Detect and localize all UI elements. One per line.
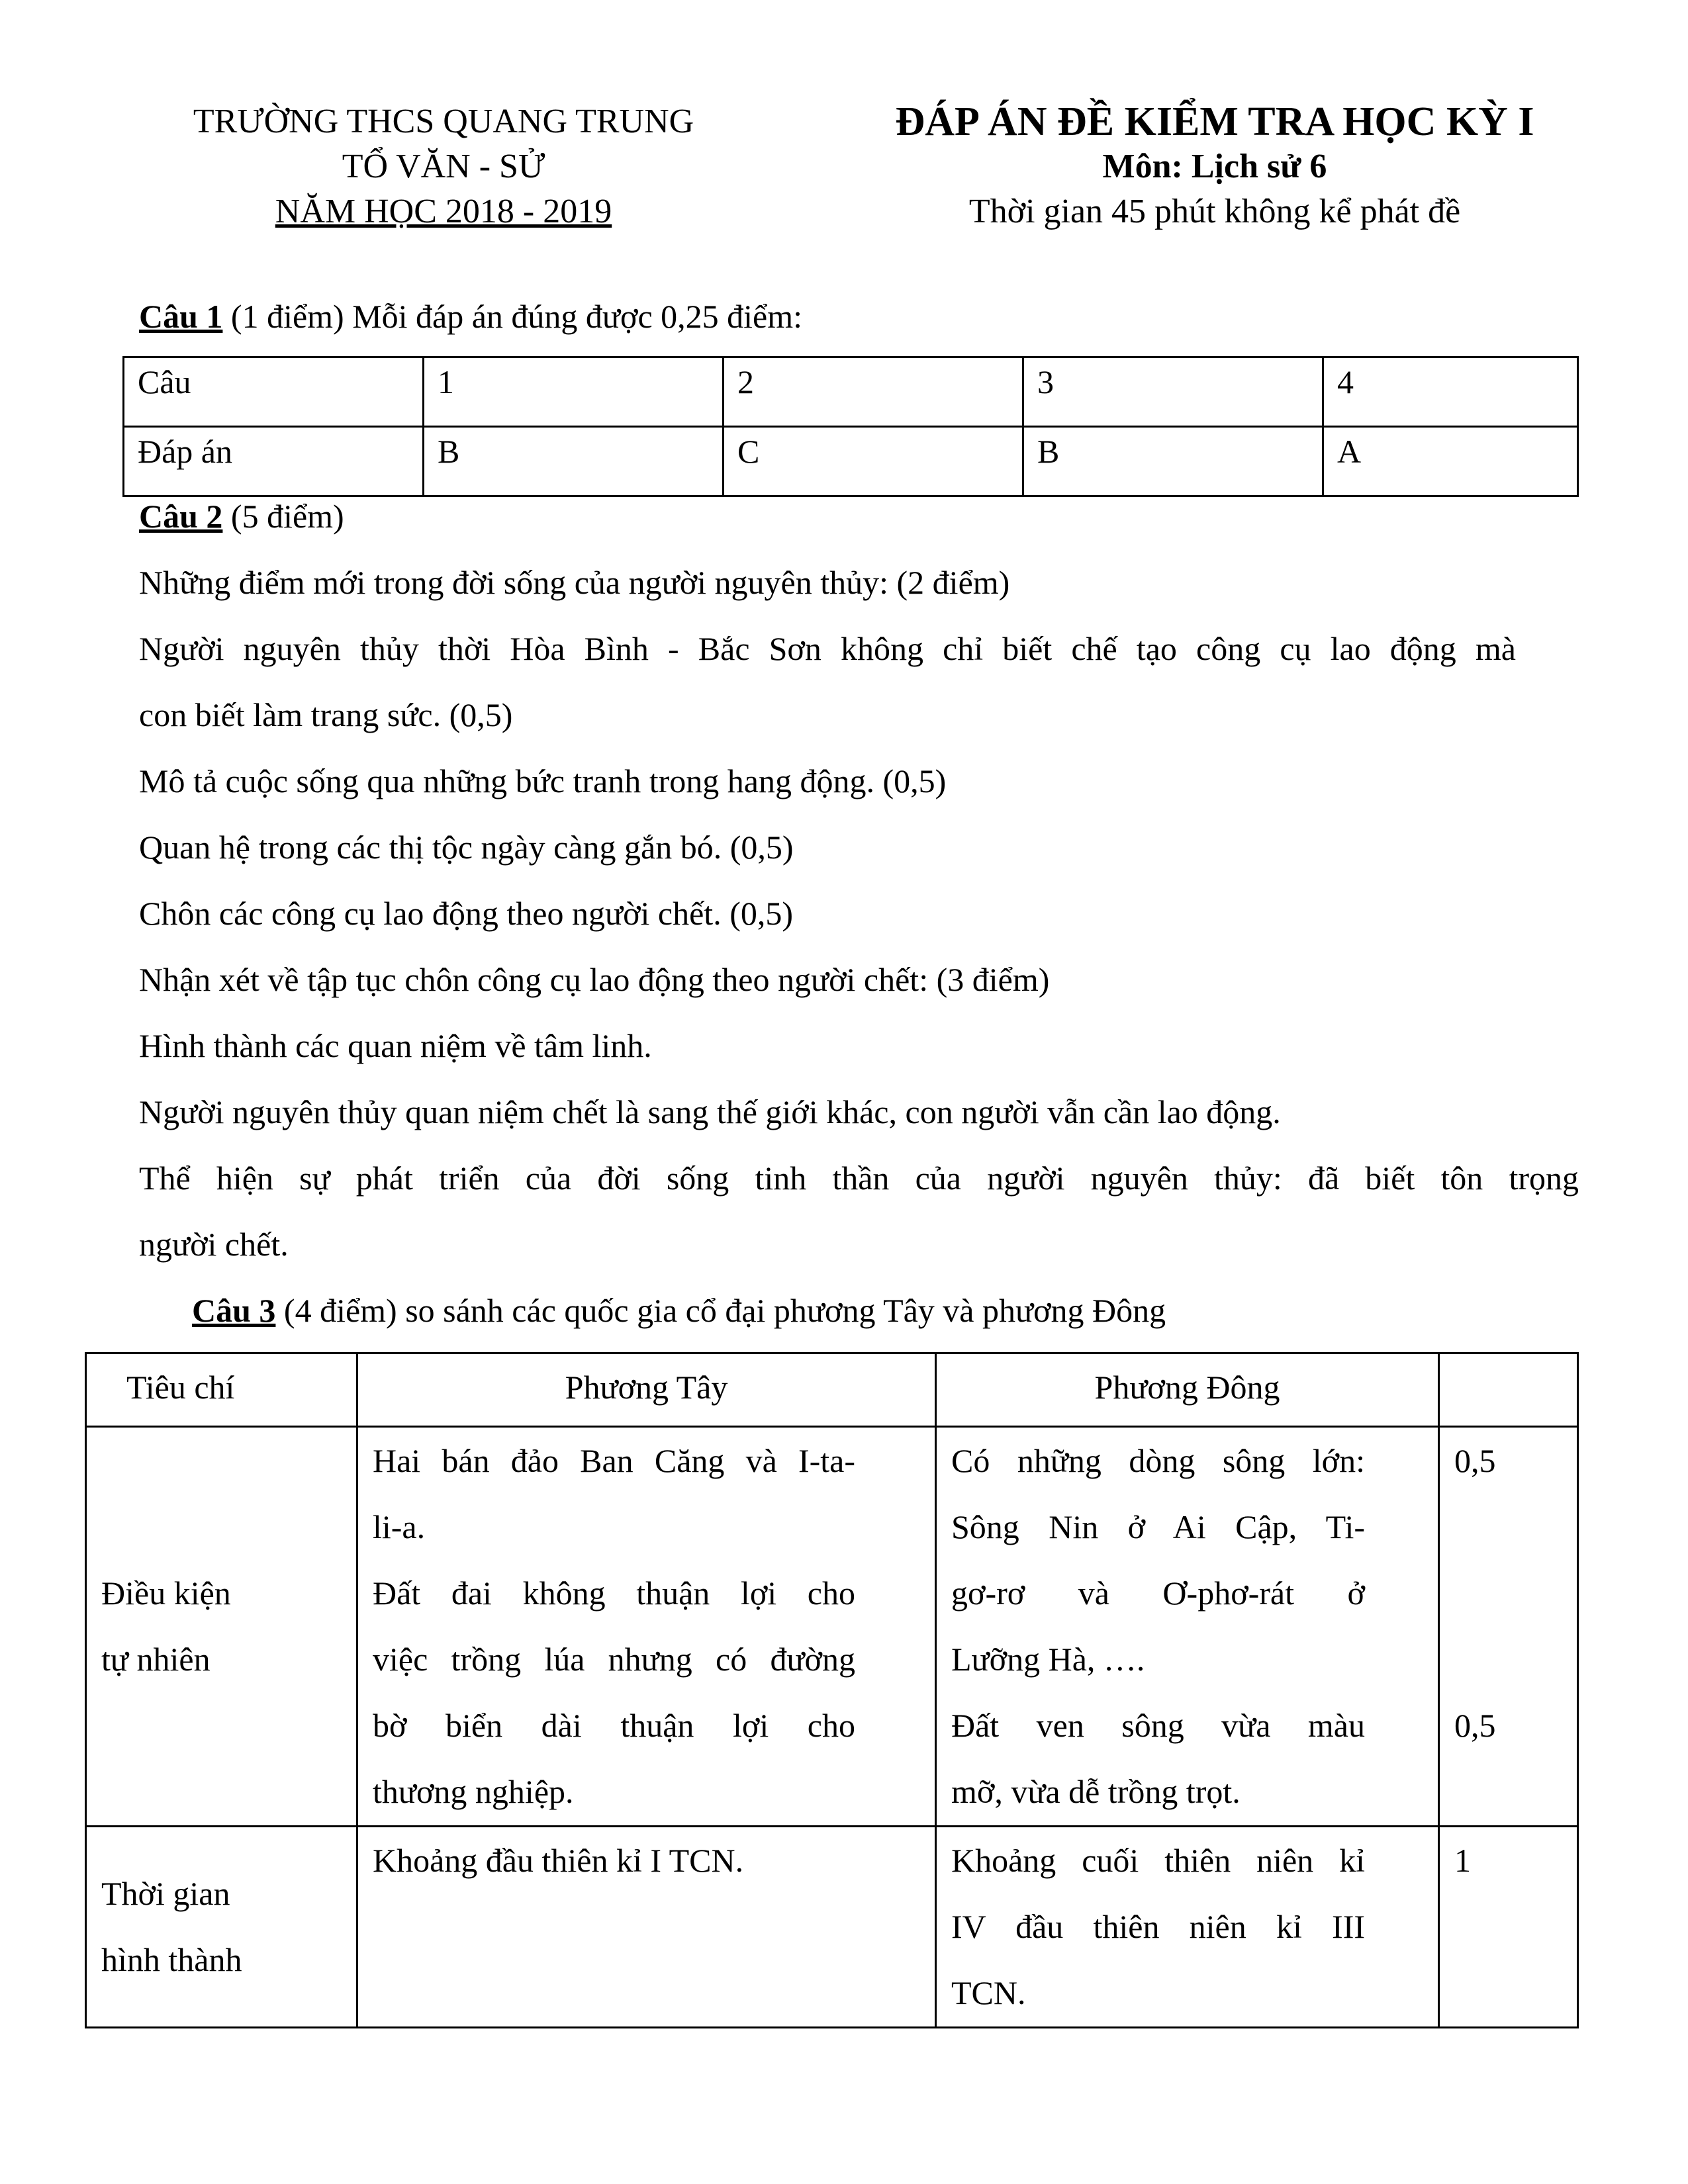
- score-cell: [1439, 1427, 1578, 1827]
- q2-line: Người nguyên thủy thời Hòa Bình - Bắc Sơn không chỉ biết chế tạo công cụ lao động mà: [139, 630, 1516, 667]
- q3-intro: (4 điểm) so sánh các quốc gia cổ đại phương Tây và phương Đông: [275, 1292, 1166, 1329]
- header-score: [1439, 1353, 1578, 1427]
- west-cell: Khoảng đầu thiên kỉ I TCN.: [357, 1827, 936, 2028]
- score-value: 0,5: [1454, 1707, 1496, 1744]
- school-year: NĂM HỌC 2018 - 2019: [275, 193, 612, 230]
- score-value: 1: [1454, 1842, 1471, 1879]
- q2-line: Hình thành các quan niệm về tâm linh.: [139, 1027, 652, 1064]
- school-header: [139, 99, 748, 234]
- q3-heading: [192, 1291, 1635, 1330]
- q2-heading: [139, 496, 1582, 536]
- header-criterion: Tiêu chí: [86, 1353, 357, 1427]
- table-cell: 3: [1023, 357, 1323, 427]
- q3-label: Câu 3: [192, 1292, 276, 1329]
- q2-line: người chết.: [139, 1226, 289, 1263]
- q3-comparison-table: [85, 1352, 1579, 2028]
- table-row: [124, 357, 1578, 427]
- header-west: Phương Tây: [357, 1353, 936, 1427]
- department-name: TỔ VĂN - SỬ: [342, 148, 545, 185]
- q2-intro: (5 điểm): [222, 498, 344, 535]
- west-cell: Hai bán đảo Ban Căng và I-ta- li-a. Đất đai không thuận lợi cho việc trồng lúa nhưng có đường bờ biển dài thuận lợi cho thương nghiệp.: [357, 1427, 936, 1827]
- east-cell: Khoảng cuối thiên niên kỉ IV đầu thiên niên kỉ III TCN.: [936, 1827, 1439, 2028]
- q2-line: con biết làm trang sức. (0,5): [139, 696, 513, 733]
- q2-line: Nhận xét về tập tục chôn công cụ lao động theo người chết: (3 điểm): [139, 961, 1050, 998]
- q2-label: Câu 2: [139, 498, 223, 535]
- table-cell: 2: [724, 357, 1023, 427]
- page-title: ĐÁP ÁN ĐỀ KIỂM TRA HỌC KỲ I: [895, 99, 1534, 144]
- table-cell: Câu: [124, 357, 424, 427]
- header-east: Phương Đông: [936, 1353, 1439, 1427]
- q1-intro: (1 điểm) Mỗi đáp án đúng được 0,25 điểm:: [222, 298, 803, 335]
- table-cell: B: [424, 427, 724, 496]
- table-row: [86, 1827, 1578, 2028]
- q1-heading: [139, 296, 1582, 336]
- q1-answer-table: [122, 356, 1579, 497]
- table-cell: 1: [424, 357, 724, 427]
- q2-line: Người nguyên thủy quan niệm chết là sang thế giới khác, con người vẫn cần lao động.: [139, 1093, 1281, 1130]
- table-cell: B: [1023, 427, 1323, 496]
- table-cell: Đáp án: [124, 427, 424, 496]
- table-row: [86, 1427, 1578, 1827]
- q2-line: Mô tả cuộc sống qua những bức tranh trong hang động. (0,5): [139, 762, 947, 799]
- q2-line: Quan hệ trong các thị tộc ngày càng gắn bó. (0,5): [139, 829, 794, 866]
- table-cell: A: [1323, 427, 1578, 496]
- score-cell: [1439, 1827, 1578, 2028]
- q2-line: Những điểm mới trong đời sống của người nguyên thủy: (2 điểm): [139, 564, 1010, 601]
- subject-line: Môn: Lịch sử 6: [1102, 148, 1327, 185]
- table-row: [124, 427, 1578, 496]
- q2-line: Chôn các công cụ lao động theo người chết. (0,5): [139, 895, 793, 932]
- q1-label: Câu 1: [139, 298, 223, 335]
- east-cell: Có những dòng sông lớn: Sông Nin ở Ai Cập, Ti- gơ-rơ và Ơ-phơ-rát ở Lưỡng Hà, …. Đất ven sông vừa màu mỡ, vừa dễ trồng trọt.: [936, 1427, 1439, 1827]
- school-name: TRƯỜNG THCS QUANG TRUNG: [193, 103, 694, 140]
- criterion-cell: Thời gian hình thành: [86, 1827, 357, 2028]
- table-header-row: [86, 1353, 1578, 1427]
- exam-header: [831, 99, 1599, 234]
- table-cell: 4: [1323, 357, 1578, 427]
- score-value: 0,5: [1454, 1442, 1496, 1479]
- criterion-cell: Điều kiện tự nhiên: [86, 1427, 357, 1827]
- q2-line: Thể hiện sự phát triển của đời sống tinh thần của người nguyên thủy: đã biết tôn trọng: [139, 1160, 1579, 1197]
- table-cell: C: [724, 427, 1023, 496]
- duration-line: Thời gian 45 phút không kể phát đề: [968, 193, 1461, 230]
